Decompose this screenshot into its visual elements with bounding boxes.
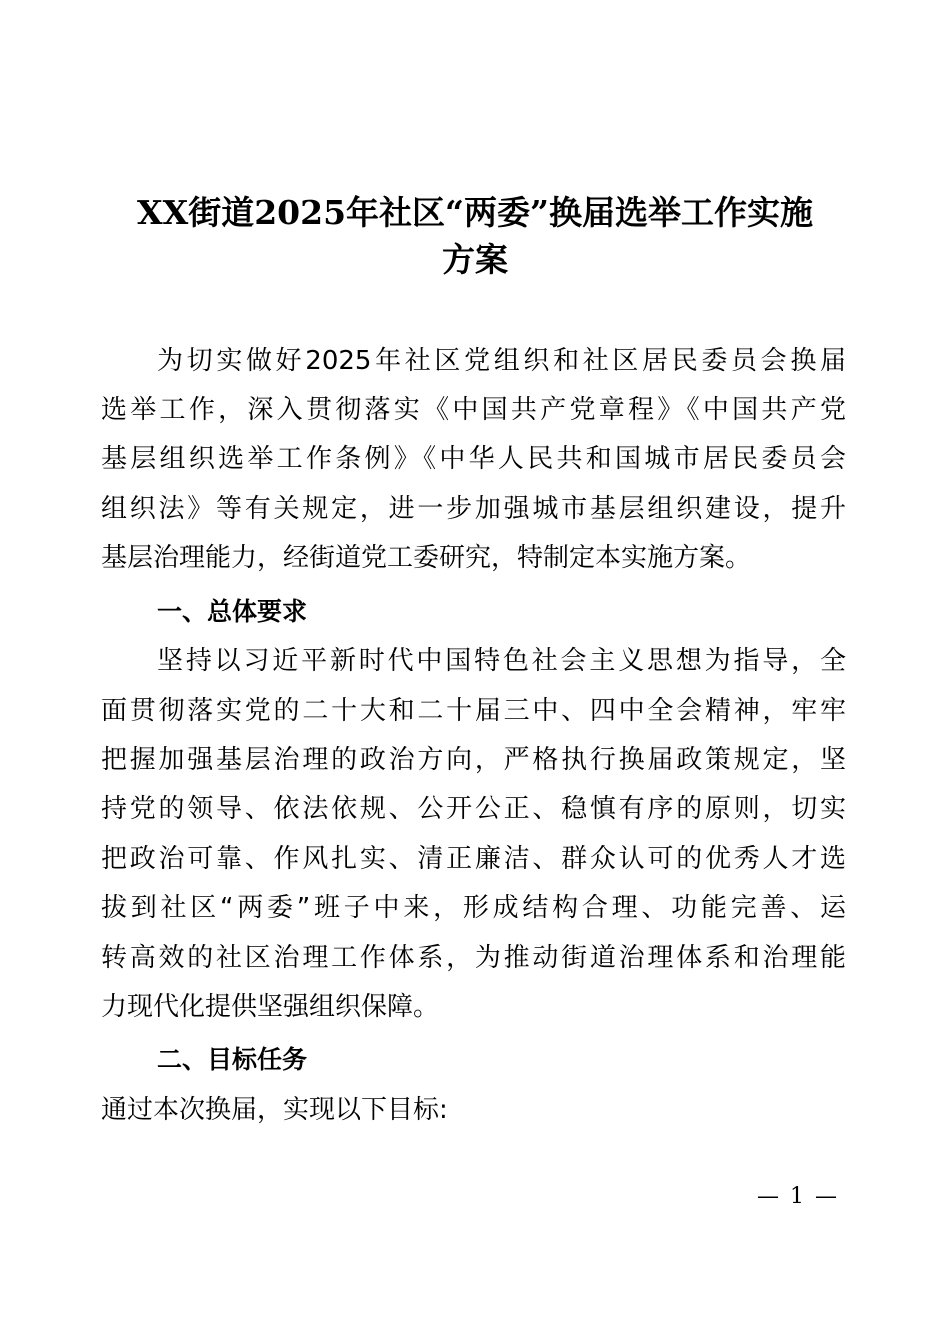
- document-title-line-1: XX街道2025年社区“两委”换届选举工作实施: [136, 193, 814, 232]
- section-1-paragraph-line: 面贯彻落实党的二十大和二十届三中、四中全会精神，牢牢: [101, 696, 846, 726]
- intro-paragraph-line: 基层组织选举工作条例》《中华人民共和国城市居民委员会: [101, 444, 846, 474]
- section-1-paragraph-line: 把政治可靠、作风扎实、清正廉洁、群众认可的优秀人才选: [101, 844, 846, 874]
- intro-paragraph-line: 组织法》等有关规定，进一步加强城市基层组织建设，提升: [101, 494, 846, 524]
- intro-paragraph-line: 选举工作，深入贯彻落实《中国共产党章程》《中国共产党: [101, 395, 846, 425]
- page-number: — 1 —: [757, 1184, 839, 1209]
- section-1-paragraph-line: 转高效的社区治理工作体系，为推动街道治理体系和治理能: [101, 943, 846, 973]
- section-1-paragraph-line: 拔到社区“两委”班子中来，形成结构合理、功能完善、运: [101, 893, 846, 923]
- section-1-paragraph-line: 坚持以习近平新时代中国特色社会主义思想为指导，全: [157, 646, 846, 676]
- section-heading-goals-tasks: 二、目标任务: [157, 1045, 308, 1074]
- intro-paragraph-line: 为切实做好2025年社区党组织和社区居民委员会换届: [157, 346, 846, 376]
- section-2-paragraph-line: 通过本次换届，实现以下目标:: [101, 1095, 448, 1125]
- section-1-paragraph-line: 把握加强基层治理的政治方向，严格执行换届政策规定，坚: [101, 745, 846, 775]
- intro-paragraph-line: 基层治理能力，经街道党工委研究，特制定本实施方案。: [101, 543, 752, 573]
- section-1-paragraph-line: 持党的领导、依法依规、公开公正、稳慎有序的原则，切实: [101, 794, 846, 824]
- section-heading-overall-requirements: 一、总体要求: [157, 597, 308, 626]
- section-1-paragraph-line: 力现代化提供坚强组织保障。: [101, 992, 440, 1022]
- document-title-line-2: 方案: [442, 240, 508, 279]
